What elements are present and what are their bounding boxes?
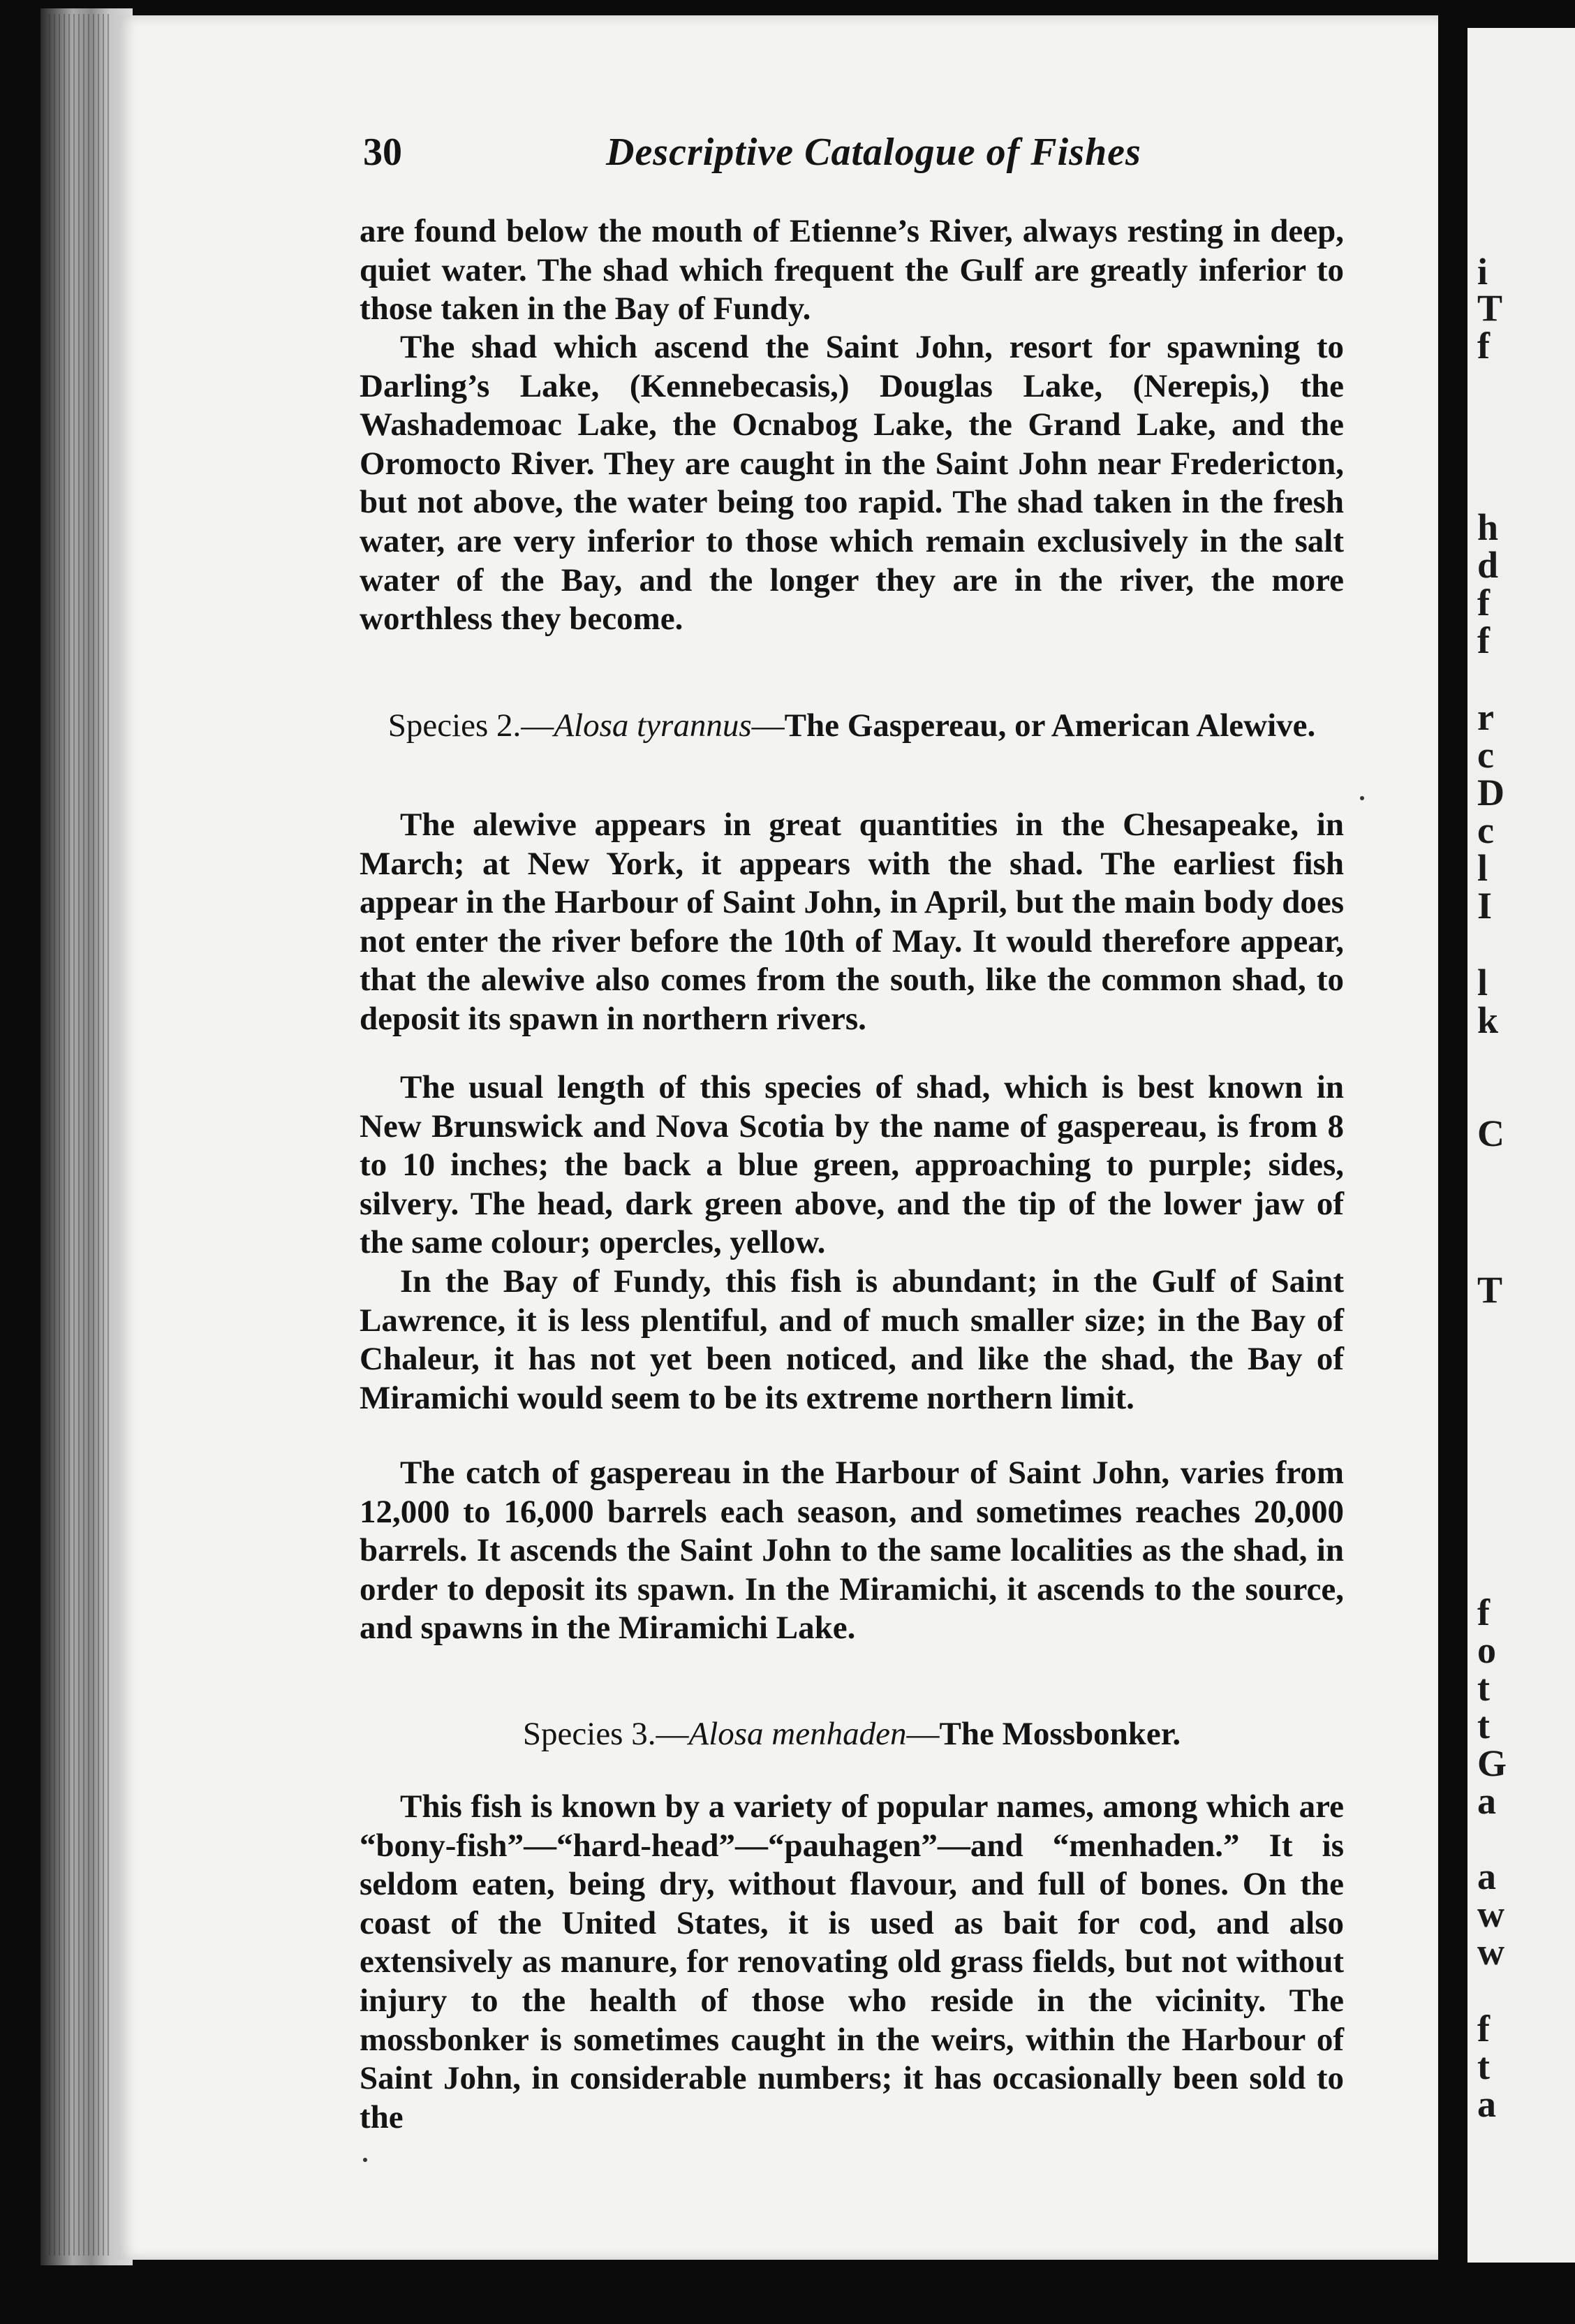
- species-2-latin-name: Alosa tyrannus: [554, 707, 752, 744]
- book-gutter: [1438, 0, 1467, 2324]
- species-2-common-name: The Gaspereau, or American Alewive.: [784, 707, 1316, 744]
- page-number: 30: [363, 131, 402, 174]
- facing-page-letter: f: [1477, 325, 1490, 367]
- facing-page-letter: C: [1477, 1112, 1504, 1154]
- facing-page-letter: k: [1477, 999, 1499, 1041]
- facing-page-letter: G: [1477, 1742, 1507, 1784]
- page-header: [363, 130, 1410, 186]
- facing-page-letter: t: [1477, 1667, 1490, 1709]
- facing-page-letter: f: [1477, 2008, 1490, 2050]
- facing-page-letter: d: [1477, 544, 1499, 586]
- facing-page-letter: o: [1477, 1629, 1496, 1671]
- facing-page-letter: w: [1477, 1893, 1504, 1935]
- ink-speck: [1360, 796, 1364, 800]
- species-2-separator: —: [751, 707, 785, 744]
- species-3-common-name: The Mossbonker.: [939, 1716, 1181, 1752]
- facing-page-letter: I: [1477, 885, 1493, 927]
- facing-page-letter: l: [1477, 847, 1488, 889]
- facing-page-letter: w: [1477, 1931, 1504, 1973]
- facing-page-letter: f: [1477, 619, 1490, 661]
- facing-page-letter: t: [1477, 1705, 1490, 1746]
- paragraph-1: are found below the mouth of Etienne’s River, always resting in deep, quiet water. The shad which frequent the Gulf are greatly inferior to those taken in the Bay of Fundy.: [360, 213, 1344, 328]
- page-edges-stack: [49, 14, 112, 2256]
- paragraph-3: The alewive appears in great quantities in the Chesapeake, in March; at New York, it appears with the shad. The earliest fish appear in the Harbour of Saint John, in April, but the main body does not enter the river before the 10th of May. It would therefore appear, that the alewive also comes from the south, like the common shad, to deposit its spawn in northern rivers.: [360, 807, 1344, 1037]
- species-3-number: Species 3.—: [522, 1716, 689, 1752]
- facing-page-letter: f: [1477, 582, 1490, 624]
- facing-page-letter: h: [1477, 506, 1499, 548]
- facing-page-letter: t: [1477, 2045, 1490, 2087]
- facing-page-letter: a: [1477, 1855, 1496, 1897]
- facing-page-letter: a: [1477, 1780, 1496, 1822]
- facing-page-letter: c: [1477, 734, 1494, 776]
- paragraph-2: The shad which ascend the Saint John, resort for spawning to Darling’s Lake, (Kennebecasis,) Douglas Lake, (Nerepis,) the Washademoac Lake, the Ocnabog Lake, the Grand Lake, and the Oromocto River. They are caught in the Saint John near Fredericton, but not above, the water being too rapid. The shad taken in the fresh water, are very inferior to those which remain exclusively in the salt water of the Bay, and the longer they are in the river, the more worthless they become.: [360, 329, 1344, 638]
- facing-page-letter: l: [1477, 962, 1488, 1003]
- species-3-latin-name: Alosa menhaden: [688, 1716, 907, 1752]
- facing-page-letter: T: [1477, 1269, 1503, 1311]
- paragraph-6: The catch of gaspereau in the Harbour of Saint John, varies from 12,000 to 16,000 barrels each season, and sometimes reaches 20,000 barrels. It ascends the Saint John to the same localities as the shad, in order to deposit its spawn. In the Miramichi, it ascends to the source, and spawns in the Miramichi Lake.: [360, 1455, 1344, 1647]
- facing-page-letter: a: [1477, 2083, 1496, 2125]
- facing-page-letter: r: [1477, 696, 1494, 738]
- paragraph-4: The usual length of this species of shad, which is best known in New Brunswick and Nova Scotia by the name of gaspereau, is from 8 to 10 inches; the back a blue green, approaching to purple; sides, silvery. The head, dark green above, and the tip of the lower jaw of the same colour; opercles, yellow.: [360, 1069, 1344, 1261]
- species-3-heading: [360, 1715, 1344, 1753]
- paragraph-5: In the Bay of Fundy, this fish is abundant; in the Gulf of Saint Lawrence, it is less plentiful, and of much smaller size; in the Bay of Chaleur, it has not yet been noticed, and like the shad, the Bay of Miramichi would seem to be its extreme northern limit.: [360, 1263, 1344, 1416]
- facing-page-letter: D: [1477, 772, 1504, 814]
- facing-page-letter: T: [1477, 287, 1503, 329]
- species-2-heading: [360, 707, 1344, 745]
- ink-speck: [363, 2158, 367, 2162]
- species-2-number: Species 2.—: [387, 707, 554, 744]
- facing-page-letter: f: [1477, 1591, 1490, 1633]
- running-title: Descriptive Catalogue of Fishes: [606, 131, 1141, 174]
- facing-page-letter: c: [1477, 809, 1494, 851]
- facing-page-letter: i: [1477, 251, 1488, 293]
- species-3-separator: —: [906, 1716, 940, 1752]
- paragraph-7: This fish is known by a variety of popular names, among which are “bony-fish”—“hard-head”—“pauhagen”—and “menhaden.” It is seldom eaten, being dry, without flavour, and full of bones. On the coast of the United States, it is used as bait for cod, and also extensively as manure, for renovating old grass fields, but not without injury to the health of those who reside in the vicinity. The mossbonker is sometimes caught in the weirs, within the Harbour of Saint John, in considerable numbers; it has occasionally been sold to the: [360, 1788, 1344, 2135]
